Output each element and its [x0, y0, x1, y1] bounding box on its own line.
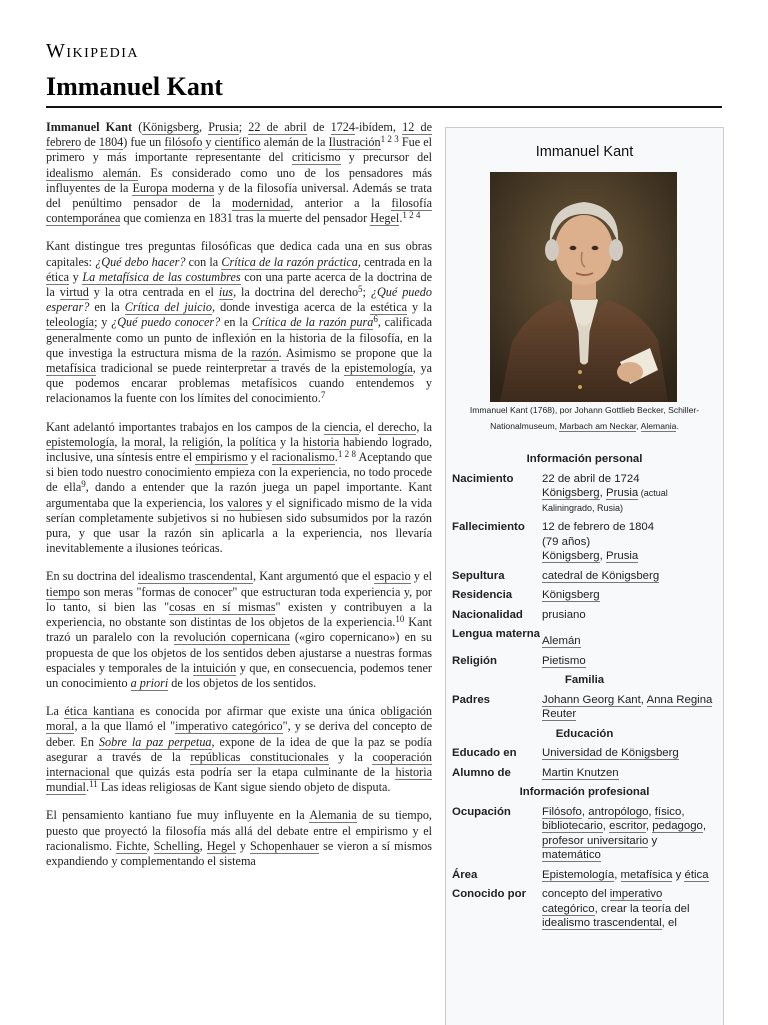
link-known-imperativo[interactable]: imperativo categórico	[542, 888, 663, 915]
section-professional: Información profesional	[519, 786, 650, 798]
link-prusia[interactable]: Prusia	[208, 120, 239, 134]
link-schopenhauer[interactable]: Schopenhauer	[250, 838, 320, 853]
link-obligacion-moral[interactable]: obligación moral	[46, 704, 432, 734]
link-death-city[interactable]: Königsberg	[542, 550, 600, 562]
link-etica[interactable]: ética	[46, 269, 70, 284]
link-modernidad[interactable]: modernidad	[232, 196, 291, 211]
link-ius[interactable]: ius	[218, 285, 234, 300]
row-student-of: Alumno de Martin Knutzen	[452, 766, 619, 779]
link-occ-profesor[interactable]: profesor universitario	[542, 834, 649, 847]
link-occ-fisico[interactable]: físico	[654, 805, 682, 818]
citation-ref[interactable]: 10	[395, 614, 405, 625]
link-empirismo[interactable]: empirismo	[195, 450, 248, 465]
paragraph-ethics: La ética kantiana es conocida por afirmar que existe una única obligación moral, a la que llamó el "imperativo categórico", y se deriva del concepto de deber. En Sobre la paz perpetua, expone de la idea de que la paz se podía asegurar a través de la repúblicas constitucionales y la cooperación internacional que quizás esta podría ser la etapa culminante de la historia mundial.$^{11}$ Las ideas religiosas de Kant sigue siendo objeto de disputa.	[46, 704, 433, 795]
title-divider	[46, 106, 722, 108]
infobox	[445, 127, 724, 1025]
link-critica-razon-practica[interactable]: Crítica de la razón práctica	[221, 254, 358, 269]
citation-ref[interactable]: 11	[89, 779, 98, 790]
citation-ref[interactable]: 7	[320, 390, 326, 401]
link-occ-escritor[interactable]: escritor	[609, 820, 646, 832]
paragraph-intro: Immanuel Kant (Königsberg, Prusia; 22 de abril de 1724-ibídem, 12 de febrero de 1804) fue un filósofo y científico alemán de la Ilustración$^{1 2 3}$ Fue el primero y más importante representante del criticismo y precursor del idealismo alemán. Es considerado como uno de los pensadores más influyentes de la Europa moderna y de la filosofía universal. Además se trata del penúltimo pensador de la modernidad, anterior a la filosofía contemporánea que comienza en 1831 tras la muerte del pensador Hegel.$^{1 2 4}$	[46, 120, 433, 226]
row-occupation: Ocupación Filósofo, antropólogo, físico, bibliotecario, escritor, pedagogo, profesor universitario y matemático	[452, 805, 707, 861]
link-schelling[interactable]: Schelling	[153, 838, 200, 853]
link-language[interactable]: Alemán	[542, 635, 581, 647]
row-residence: Residencia Königsberg	[452, 589, 600, 601]
link-area-etica[interactable]: ética	[684, 868, 709, 881]
infobox-title: Immanuel Kant	[535, 144, 634, 160]
link-metafisica[interactable]: metafísica	[46, 361, 97, 376]
link-republicas-constitucionales[interactable]: repúblicas constitucionales	[190, 749, 329, 764]
page-title: Immanuel Kant	[46, 72, 223, 101]
link-valores[interactable]: valores	[227, 495, 263, 510]
link-virtud[interactable]: virtud	[59, 285, 89, 300]
section-education: Educación	[555, 727, 614, 740]
link-religion-value[interactable]: Pietismo	[542, 654, 586, 667]
row-nationality: Nacionalidad prusiano	[452, 608, 586, 621]
link-ciencia[interactable]: ciencia	[324, 419, 359, 434]
row-religion: Religión Pietismo	[452, 654, 586, 667]
link-12-febrero[interactable]: 12 de febrero	[46, 120, 432, 150]
link-razon[interactable]: razón	[251, 345, 279, 360]
row-death: Fallecimiento 12 de febrero de 1804 (79 años) Königsberg, Prusia	[452, 521, 655, 562]
link-hegel[interactable]: Hegel	[370, 211, 400, 226]
link-politica[interactable]: política	[239, 434, 277, 449]
link-teacher[interactable]: Martin Knutzen	[542, 766, 619, 779]
citation-ref[interactable]: 9	[81, 479, 86, 490]
link-estetica[interactable]: estética	[370, 300, 408, 315]
link-occ-pedagogo[interactable]: pedagogo	[652, 820, 703, 832]
link-alemania-caption[interactable]: Alemania	[640, 420, 677, 431]
link-22-abril[interactable]: 22 de abril	[248, 120, 307, 134]
link-death-country[interactable]: Prusia	[605, 550, 639, 562]
section-family: Familia	[564, 674, 605, 686]
link-residence[interactable]: Königsberg	[542, 589, 600, 601]
link-europa-moderna[interactable]: Europa moderna	[132, 180, 215, 195]
link-marbach[interactable]: Marbach am Neckar	[559, 420, 637, 431]
link-revolucion-copernicana[interactable]: revolución copernicana	[173, 630, 290, 645]
link-religion[interactable]: religión	[182, 434, 220, 449]
link-konigsberg[interactable]: Königsberg	[142, 120, 199, 134]
link-burial[interactable]: catedral de Königsberg	[542, 569, 660, 582]
link-area-epistemologia[interactable]: Epistemología	[542, 868, 615, 881]
link-racionalismo[interactable]: racionalismo	[271, 450, 335, 465]
link-alemania[interactable]: Alemania	[309, 808, 357, 823]
link-espacio[interactable]: espacio	[374, 569, 411, 584]
link-birth-city[interactable]: Königsberg	[542, 487, 600, 499]
wikipedia-logo[interactable]: Wikipedia	[46, 40, 140, 62]
paragraph-idealism: En su doctrina del idealismo trascendental, Kant argumentó que el espacio y el tiempo son meras "formas de conocer" que estructuran toda experiencia y, por lo tanto, si bien las "cosas en sí mismas" existen y contribuyen a la experiencia, no obstante son distintas de los objetos de la experiencia.$^{10}$ Kant trazó un paralelo con la revolución copernicana («giro copernicano») en su propuesta de que los objetos de los sentidos deben ajustarse a nuestras formas espaciales y temporales de la intuición y que, en consecuencia, podemos tener un conocimiento a priori de los objetos de los sentidos.	[46, 569, 433, 690]
citation-ref[interactable]: 5	[358, 284, 363, 295]
link-university[interactable]: Universidad de Königsberg	[542, 747, 679, 759]
section-personal: Información personal	[526, 453, 643, 465]
link-ilustracion[interactable]: Ilustración	[328, 135, 381, 150]
link-cooperacion-internacional[interactable]: cooperación internacional	[46, 749, 433, 779]
link-imperativo-categorico[interactable]: imperativo categórico	[175, 719, 283, 734]
link-parent-mother[interactable]: Anna Regina Reuter	[542, 693, 713, 720]
portrait-caption: Immanuel Kant (1768), por Johann Gottlieb Becker, Schiller-Nationalmuseum, Marbach am Neckar, Alemania.	[469, 405, 700, 431]
link-1724[interactable]: 1724	[330, 120, 355, 134]
link-paz-perpetua[interactable]: Sobre la paz perpetua	[98, 734, 212, 749]
link-known-idealismo[interactable]: idealismo trascendental	[542, 917, 662, 929]
link-filosofo[interactable]: filósofo	[164, 135, 203, 150]
link-hegel-2[interactable]: Hegel	[206, 838, 236, 853]
row-parents: Padres Johann Georg Kant, Anna Regina Reuter	[452, 693, 713, 720]
link-occ-bibliotecario[interactable]: bibliotecario	[542, 820, 603, 832]
citation-ref[interactable]: 6	[373, 314, 378, 325]
link-occ-antropologo[interactable]: antropólogo	[588, 805, 649, 818]
row-known-for: Conocido por concepto del imperativo categórico, crear la teoría del idealismo trascendental, el	[452, 888, 690, 929]
link-idealismo-aleman[interactable]: idealismo alemán	[46, 165, 138, 180]
link-occ-matematico[interactable]: matemático	[542, 849, 601, 861]
infobox-data	[446, 450, 723, 934]
row-area: Área Epistemología, metafísica y ética	[452, 868, 709, 881]
link-a-priori[interactable]: a priori	[130, 675, 169, 690]
link-epistemologia[interactable]: epistemología	[344, 361, 413, 376]
portrait-image[interactable]	[490, 172, 677, 402]
paragraph-questions: Kant distingue tres preguntas filosóficas que dedica cada una en sus obras capitales: ¿Qué debo hacer? con la Crítica de la razón práctica, centrada en la ética y La metafísica de las costumbres con una parte acerca de la doctrina de la virtud y la otra centrada en el ius, la doctrina del derecho$^5$; ¿Qué puedo esperar? en la Crítica del juicio, donde investiga acerca de la estética y la teleología; y ¿Qué puedo conocer? en la Crítica de la razón pura$^6$, calificada generalmente como un punto de inflexión en la historia de la filosofía, en la que investiga la estructura misma de la razón. Asimismo se propone que la metafísica tradicional se puede reinterpretar a través de la epistemología, ya que podemos encarar problemas metafísicos cuando entendemos y relacionamos la fuente con los límites del conocimiento.$^7$	[46, 239, 433, 406]
link-cientifico[interactable]: científico	[214, 135, 261, 150]
link-filosofia-contemporanea[interactable]: filosofía contemporánea	[46, 196, 432, 226]
link-critica-razon-pura[interactable]: Crítica de la razón pura	[251, 315, 374, 330]
row-educated: Educado en Universidad de Königsberg	[452, 747, 679, 759]
citation-ref[interactable]: 1 2 4	[402, 210, 421, 221]
link-etica-kantiana[interactable]: ética kantiana	[64, 704, 135, 719]
subject-name: Immanuel Kant	[46, 120, 133, 134]
article-body	[46, 120, 432, 882]
link-1804[interactable]: 1804	[98, 135, 124, 150]
link-area-metafisica[interactable]: metafísica	[620, 868, 673, 881]
citation-ref[interactable]: 1 2 8	[337, 449, 357, 460]
row-burial: Sepultura catedral de Königsberg	[452, 569, 660, 582]
link-derecho[interactable]: derecho	[377, 419, 417, 434]
link-criticismo[interactable]: criticismo	[291, 150, 341, 165]
link-teleologia[interactable]: teleología	[46, 315, 95, 330]
link-moral[interactable]: moral	[134, 434, 163, 449]
link-critica-juicio[interactable]: Crítica del juicio	[124, 300, 213, 315]
link-metafisica-costumbres[interactable]: La metafísica de las costumbres	[82, 269, 241, 284]
link-fichte[interactable]: Fichte	[116, 838, 147, 853]
link-idealismo-trascendental[interactable]: idealismo trascendental	[138, 569, 253, 584]
link-epistemologia-2[interactable]: epistemología	[46, 434, 115, 449]
citation-ref[interactable]: 1 2 3	[380, 134, 399, 145]
paragraph-influence: El pensamiento kantiano fue muy influyente en la Alemania de su tiempo, puesto que proyectó la filosofía más allá del debate entre el empirismo y el racionalismo. Fichte, Schelling, Hegel y Schopenhauer se vieron a sí mismos expandiendo y complementando el sistema	[46, 808, 433, 868]
link-cosas-en-si[interactable]: cosas en sí mismas	[169, 599, 276, 614]
paragraph-fields: Kant adelantó importantes trabajos en los campos de la ciencia, el derecho, la epistemología, la moral, la religión, la política y la historia habiendo logrado, inclusive, una síntesis entre el empirismo y el racionalismo.$^{1 2 8}$ Aceptando que si bien todo nuestro conocimiento empieza con la experiencia, no todo procede de ella$^9$, dando a entender que la razón juega un papel importante. Kant argumentaba que la experiencia, los valores y el significado mismo de la vida serían completamente subjetivos si no hubiesen sido subsumidos por la razón pura, y que usar la razón sin aplicarla a la experiencia, nos llevaría inevitablemente a ilusiones teóricas.	[46, 419, 433, 556]
link-parent-father[interactable]: Johann Georg Kant	[542, 693, 641, 706]
link-intuicion[interactable]: intuición	[192, 660, 237, 675]
link-historia[interactable]: historia	[302, 434, 340, 449]
link-tiempo[interactable]: tiempo	[46, 584, 80, 599]
link-historia-mundial[interactable]: historia mundial	[46, 764, 432, 795]
row-birth: Nacimiento 22 de abril de 1724 Königsberg, Prusia (actual Kaliningrado, Rusia)	[452, 472, 668, 513]
link-birth-country[interactable]: Prusia	[605, 487, 639, 499]
link-occ-filosofo[interactable]: Filósofo	[542, 805, 582, 818]
row-language: Lengua materna Alemán	[452, 628, 581, 647]
